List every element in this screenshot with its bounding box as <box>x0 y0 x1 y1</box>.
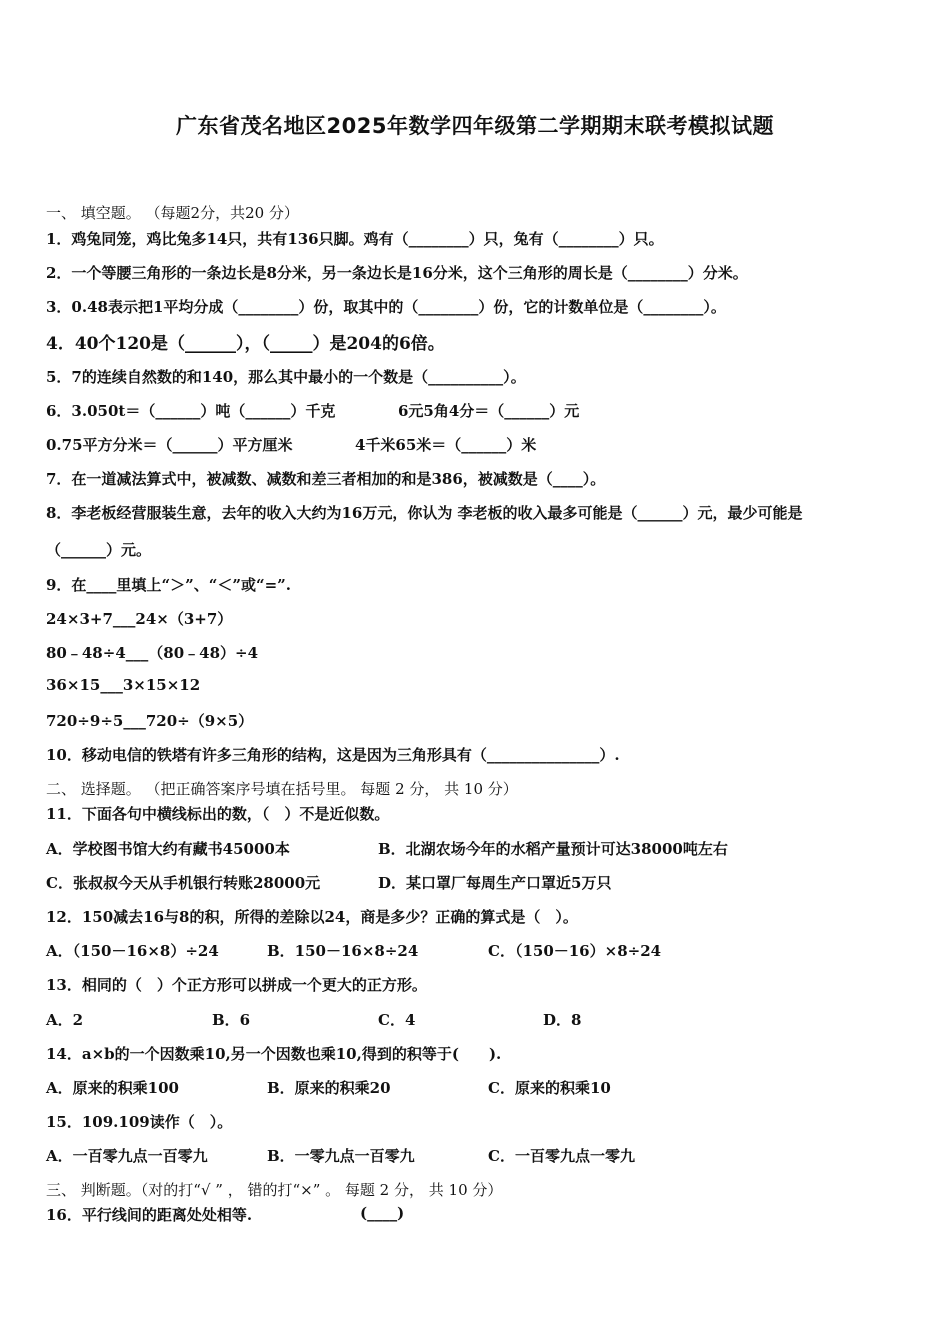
question-6-part-d: 4千米65米＝（______）米 <box>355 436 537 454</box>
question-11-option-d: D．某口罩厂每周生产口罩近5万只 <box>378 874 612 892</box>
question-9-item-4: 720÷9÷5___720÷（9×5） <box>46 712 254 730</box>
question-14: 14．a×b的一个因数乘10,另一个因数也乘10,得到的积等于( ). <box>46 1045 502 1063</box>
section-1-header: 一、 填空题。 （每题2分，共20 分） <box>46 204 299 222</box>
question-3: 3．0.48表示把1平均分成（________）份，取其中的（________）份，它的计数单位是（________）。 <box>46 298 726 316</box>
question-6-part-a: 6．3.050t＝（______）吨（______）千克 <box>46 402 336 420</box>
question-12-option-c: C．（150－16）×8÷24 <box>488 942 662 960</box>
question-1: 1．鸡兔同笼，鸡比兔多14只，共有136只脚。鸡有（________）只，兔有（________）只。 <box>46 230 664 248</box>
question-5: 5．7的连续自然数的和140，那么其中最小的一个数是（__________）。 <box>46 368 526 386</box>
question-14-option-b: B．原来的积乘20 <box>267 1079 391 1097</box>
question-13-option-b: B．6 <box>212 1011 251 1029</box>
question-7: 7．在一道减法算式中，被减数、减数和差三者相加的和是386，被减数是（____）。 <box>46 470 606 488</box>
question-16: 16．平行线间的距离处处相等. <box>46 1206 253 1224</box>
question-14-option-a: A．原来的积乘100 <box>46 1079 179 1097</box>
question-16-answer-blank: (____) <box>360 1204 405 1222</box>
section-2-header: 二、 选择题。 （把正确答案序号填在括号里。 每题 2 分， 共 10 分） <box>46 780 518 798</box>
question-9: 9．在____里填上“＞”、“＜”或“=”. <box>46 576 291 594</box>
question-15-option-b: B．一零九点一百零九 <box>267 1147 415 1165</box>
question-8-line-1: 8．李老板经营服装生意，去年的收入大约为16万元，你认为 李老板的收入最多可能是（______）元，最少可能是 <box>46 504 803 522</box>
question-6-part-c: 0.75平方分米＝（______）平方厘米 <box>46 436 293 454</box>
question-2: 2．一个等腰三角形的一条边长是8分米，另一条边长是16分米，这个三角形的周长是（________）分米。 <box>46 264 748 282</box>
question-15: 15．109.109读作（ ）。 <box>46 1113 233 1131</box>
question-14-option-c: C．原来的积乘10 <box>488 1079 611 1097</box>
page-title: 广东省茂名地区2025年数学四年级第二学期期末联考模拟试题 <box>176 114 774 138</box>
question-15-option-c: C．一百零九点一零九 <box>488 1147 635 1165</box>
section-3-header: 三、 判断题。（对的打“√ ” ， 错的打“×” 。 每题 2 分， 共 10 分） <box>46 1181 503 1199</box>
question-4: 4．40个120是（______），（_____）是204的6倍。 <box>46 334 445 354</box>
question-6-part-b: 6元5角4分＝（______）元 <box>398 402 580 420</box>
question-13-option-c: C．4 <box>378 1011 416 1029</box>
question-11-option-b: B．北湖农场今年的水稻产量预计可达38000吨左右 <box>378 840 728 858</box>
question-12-option-a: A．（150－16×8）÷24 <box>46 942 219 960</box>
question-8-line-2: （______）元。 <box>46 541 152 559</box>
question-11-option-c: C．张叔叔今天从手机银行转账28000元 <box>46 874 321 892</box>
question-12: 12．150减去16与8的积，所得的差除以24，商是多少？正确的算式是（ ）。 <box>46 908 578 926</box>
question-11-option-a: A．学校图书馆大约有藏书45000本 <box>46 840 290 858</box>
question-9-item-3: 36×15___3×15×12 <box>46 676 201 694</box>
question-15-option-a: A．一百零九点一百零九 <box>46 1147 208 1165</box>
question-9-item-2: 80﹣48÷4___（80﹣48）÷4 <box>46 644 259 662</box>
question-13-option-a: A．2 <box>46 1011 84 1029</box>
question-11: 11．下面各句中横线标出的数，（ ）不是近似数。 <box>46 805 390 823</box>
question-12-option-b: B．150－16×8÷24 <box>267 942 419 960</box>
question-13-option-d: D．8 <box>543 1011 582 1029</box>
question-9-item-1: 24×3+7___24×（3+7） <box>46 610 233 628</box>
question-10: 10．移动电信的铁塔有许多三角形的结构，这是因为三角形具有（_______________）. <box>46 746 620 764</box>
question-13: 13．相同的（ ）个正方形可以拼成一个更大的正方形。 <box>46 976 427 994</box>
